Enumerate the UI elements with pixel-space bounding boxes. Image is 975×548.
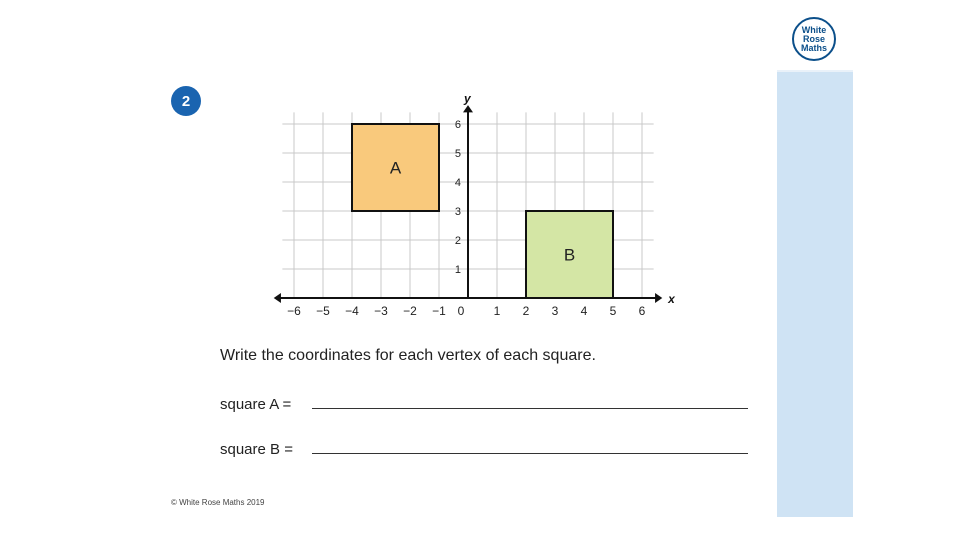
logo-line-2: Rose — [802, 33, 825, 44]
instruction-text: Write the coordinates for each vertex of each square. — [220, 347, 596, 364]
y-axis-arrow — [463, 105, 473, 112]
x-axis-arrow-left — [274, 293, 281, 303]
y-tick-label: 5 — [454, 148, 461, 160]
x-tick-label: 2 — [522, 304, 530, 318]
question-number: 2 — [181, 92, 191, 110]
logo-line-3: Maths — [800, 42, 827, 53]
square-b-answer-line[interactable] — [312, 453, 748, 454]
x-tick-label: −5 — [316, 304, 330, 318]
x-tick-label: 6 — [638, 304, 646, 318]
axes — [274, 91, 676, 306]
x-axis-label: x — [668, 292, 675, 306]
x-tick-label: 0 — [457, 304, 465, 318]
x-axis-arrow-right — [655, 293, 662, 303]
x-tick-label: −3 — [374, 304, 388, 318]
x-tick-label: 5 — [609, 304, 617, 318]
square-a-label: A — [389, 158, 402, 178]
x-tick-label: 4 — [580, 304, 588, 318]
x-tick-label: −6 — [287, 304, 301, 318]
x-tick-label: −2 — [403, 304, 417, 318]
y-axis-label: y — [464, 91, 471, 106]
x-tick-label: 3 — [551, 304, 559, 318]
y-tick-label: 4 — [454, 177, 461, 189]
x-tick-label: 1 — [493, 304, 501, 318]
copyright-notice: © White Rose Maths 2019 — [171, 498, 265, 507]
y-tick-label: 1 — [454, 264, 461, 276]
square-b-label: B — [563, 245, 576, 265]
square-b-answer-label: square B = — [220, 441, 293, 458]
y-tick-label: 3 — [454, 206, 461, 218]
logo-line-1: White — [801, 24, 827, 35]
y-tick-label: 6 — [454, 119, 461, 131]
square-a-answer-line[interactable] — [312, 408, 748, 409]
y-tick-label: 2 — [454, 235, 461, 247]
x-tick-label: −1 — [432, 304, 446, 318]
square-a-answer-label: square A = — [220, 396, 292, 413]
x-tick-label: −4 — [345, 304, 359, 318]
